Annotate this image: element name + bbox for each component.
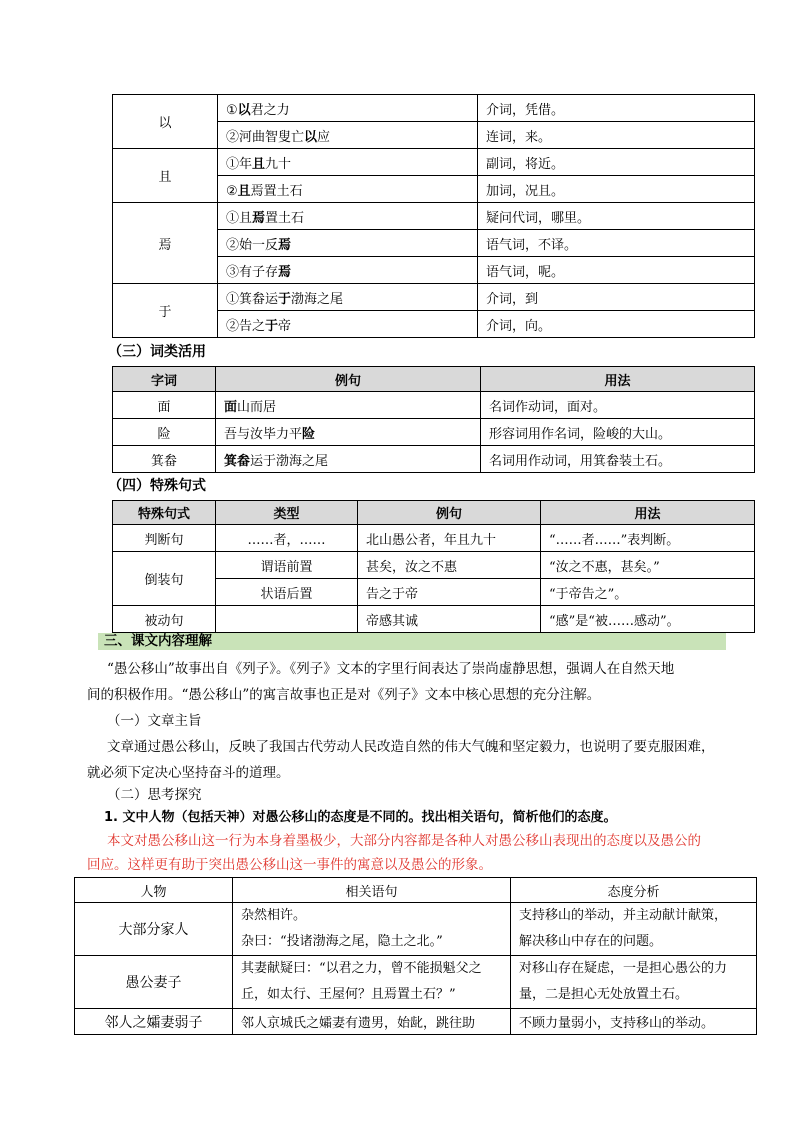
example-cell: ②且焉置土石 <box>218 176 478 203</box>
example-cell: 告之于帝 <box>358 579 541 606</box>
word-cell: 箕畚 <box>113 446 216 473</box>
type-cell: 谓语前置 <box>216 552 358 579</box>
usage-cell: “感”是“被……感动”。 <box>541 606 755 633</box>
intro-line: “愚公移山”故事出自《列子》。《列子》文本的字里行间表达了崇尚虚静思想，强调人在自然天地 <box>107 661 675 677</box>
column-header: 相关语句 <box>233 878 511 903</box>
example-cell: ①以君之力 <box>218 95 478 122</box>
word-class-table <box>112 366 755 473</box>
meaning-cell: 副词，将近。 <box>478 149 755 176</box>
section-heading: （四）特殊句式 <box>108 478 206 494</box>
example-cell: ②始一反焉 <box>218 230 478 257</box>
special-sentence-table <box>112 500 755 633</box>
theme-line: 文章通过愚公移山，反映了我国古代劳动人民改造自然的伟大气魄和坚定毅力，也说明了要克服困难， <box>107 739 715 755</box>
quote-cell: 杂然相许。 杂曰：“投诸渤海之尾，隐土之北。” <box>233 903 511 956</box>
form-cell: 倒装句 <box>113 552 216 606</box>
subsection-heading: （一）文章主旨 <box>107 713 202 729</box>
example-cell: 甚矣，汝之不惠 <box>358 552 541 579</box>
column-header: 字词 <box>113 367 216 392</box>
example-cell: 面山而居 <box>216 392 481 419</box>
word-cell: 以 <box>113 95 218 149</box>
intro-line: 间的积极作用。“愚公移山”的寓言故事也正是对《列子》文本中核心思想的充分注解。 <box>87 687 601 703</box>
column-header: 例句 <box>358 501 541 525</box>
subsection-heading: （二）思考探究 <box>107 787 202 803</box>
column-header: 态度分析 <box>511 878 757 903</box>
word-cell: 且 <box>113 149 218 203</box>
section-heading: （三）词类活用 <box>108 344 206 360</box>
word-cell: 面 <box>113 392 216 419</box>
usage-cell: 形容词用作名词，险峻的大山。 <box>481 419 755 446</box>
meaning-cell: 介词，向。 <box>478 311 755 338</box>
usage-cell: 名词作动词，面对。 <box>481 392 755 419</box>
example-cell: ②告之于帝 <box>218 311 478 338</box>
column-header: 用法 <box>541 501 755 525</box>
form-cell: 被动句 <box>113 606 216 633</box>
usage-cell: “汝之不惠，甚矣。” <box>541 552 755 579</box>
usage-cell: 名词用作动词，用箕畚装土石。 <box>481 446 755 473</box>
meaning-cell: 介词，凭借。 <box>478 95 755 122</box>
quote-cell: 邻人京城氏之孀妻有遗男，始龀，跳往助 <box>233 1009 511 1035</box>
example-cell: 北山愚公者，年且九十 <box>358 525 541 552</box>
example-cell: 帝感其诚 <box>358 606 541 633</box>
form-cell: 判断句 <box>113 525 216 552</box>
question-text: 1. 文中人物（包括天神）对愚公移山的态度是不同的。找出相关语句，简析他们的态度。 <box>104 810 617 825</box>
analysis-cell: 支持移山的举动，并主动献计献策， 解决移山中存在的问题。 <box>511 903 757 956</box>
example-cell: 箕畚运于渤海之尾 <box>216 446 481 473</box>
usage-cell: “于帝告之”。 <box>541 579 755 606</box>
answer-line: 本文对愚公移山这一行为本身着墨极少，大部分内容都是各种人对愚公移山表现出的态度以及愚公的 <box>107 833 701 849</box>
attitude-table <box>74 877 757 1035</box>
analysis-cell: 对移山存在疑虑，一是担心愚公的力 量，二是担心无处放置土石。 <box>511 956 757 1009</box>
person-cell: 大部分家人 <box>75 903 233 956</box>
column-header: 例句 <box>216 367 481 392</box>
person-cell: 邻人之孀妻弱子 <box>75 1009 233 1035</box>
word-cell: 焉 <box>113 203 218 284</box>
column-header: 类型 <box>216 501 358 525</box>
answer-line: 回应。这样更有助于突出愚公移山这一事件的寓意以及愚公的形象。 <box>87 857 492 873</box>
type-cell: 状语后置 <box>216 579 358 606</box>
type-cell <box>216 606 358 633</box>
example-cell: 吾与汝毕力平险 <box>216 419 481 446</box>
example-cell: ③有子存焉 <box>218 257 478 284</box>
meaning-cell: 连词，来。 <box>478 122 755 149</box>
person-cell: 愚公妻子 <box>75 956 233 1009</box>
meaning-cell: 介词，到 <box>478 284 755 311</box>
example-cell: ①年且九十 <box>218 149 478 176</box>
word-cell: 于 <box>113 284 218 338</box>
function-word-table <box>112 94 755 338</box>
part-heading: 三、课文内容理解 <box>104 633 212 649</box>
column-header: 特殊句式 <box>113 501 216 525</box>
column-header: 用法 <box>481 367 755 392</box>
analysis-cell: 不顾力量弱小，支持移山的举动。 <box>511 1009 757 1035</box>
meaning-cell: 语气词，呢。 <box>478 257 755 284</box>
meaning-cell: 疑问代词，哪里。 <box>478 203 755 230</box>
quote-cell: 其妻献疑曰：“以君之力，曾不能损魁父之 丘，如太行、王屋何？且焉置土石？” <box>233 956 511 1009</box>
type-cell: ……者，…… <box>216 525 358 552</box>
meaning-cell: 加词，况且。 <box>478 176 755 203</box>
word-cell: 险 <box>113 419 216 446</box>
meaning-cell: 语气词，不译。 <box>478 230 755 257</box>
example-cell: ②河曲智叟亡以应 <box>218 122 478 149</box>
usage-cell: “……者……”表判断。 <box>541 525 755 552</box>
column-header: 人物 <box>75 878 233 903</box>
example-cell: ①箕畚运于渤海之尾 <box>218 284 478 311</box>
theme-line: 就必须下定决心坚持奋斗的道理。 <box>87 765 290 781</box>
example-cell: ①且焉置土石 <box>218 203 478 230</box>
